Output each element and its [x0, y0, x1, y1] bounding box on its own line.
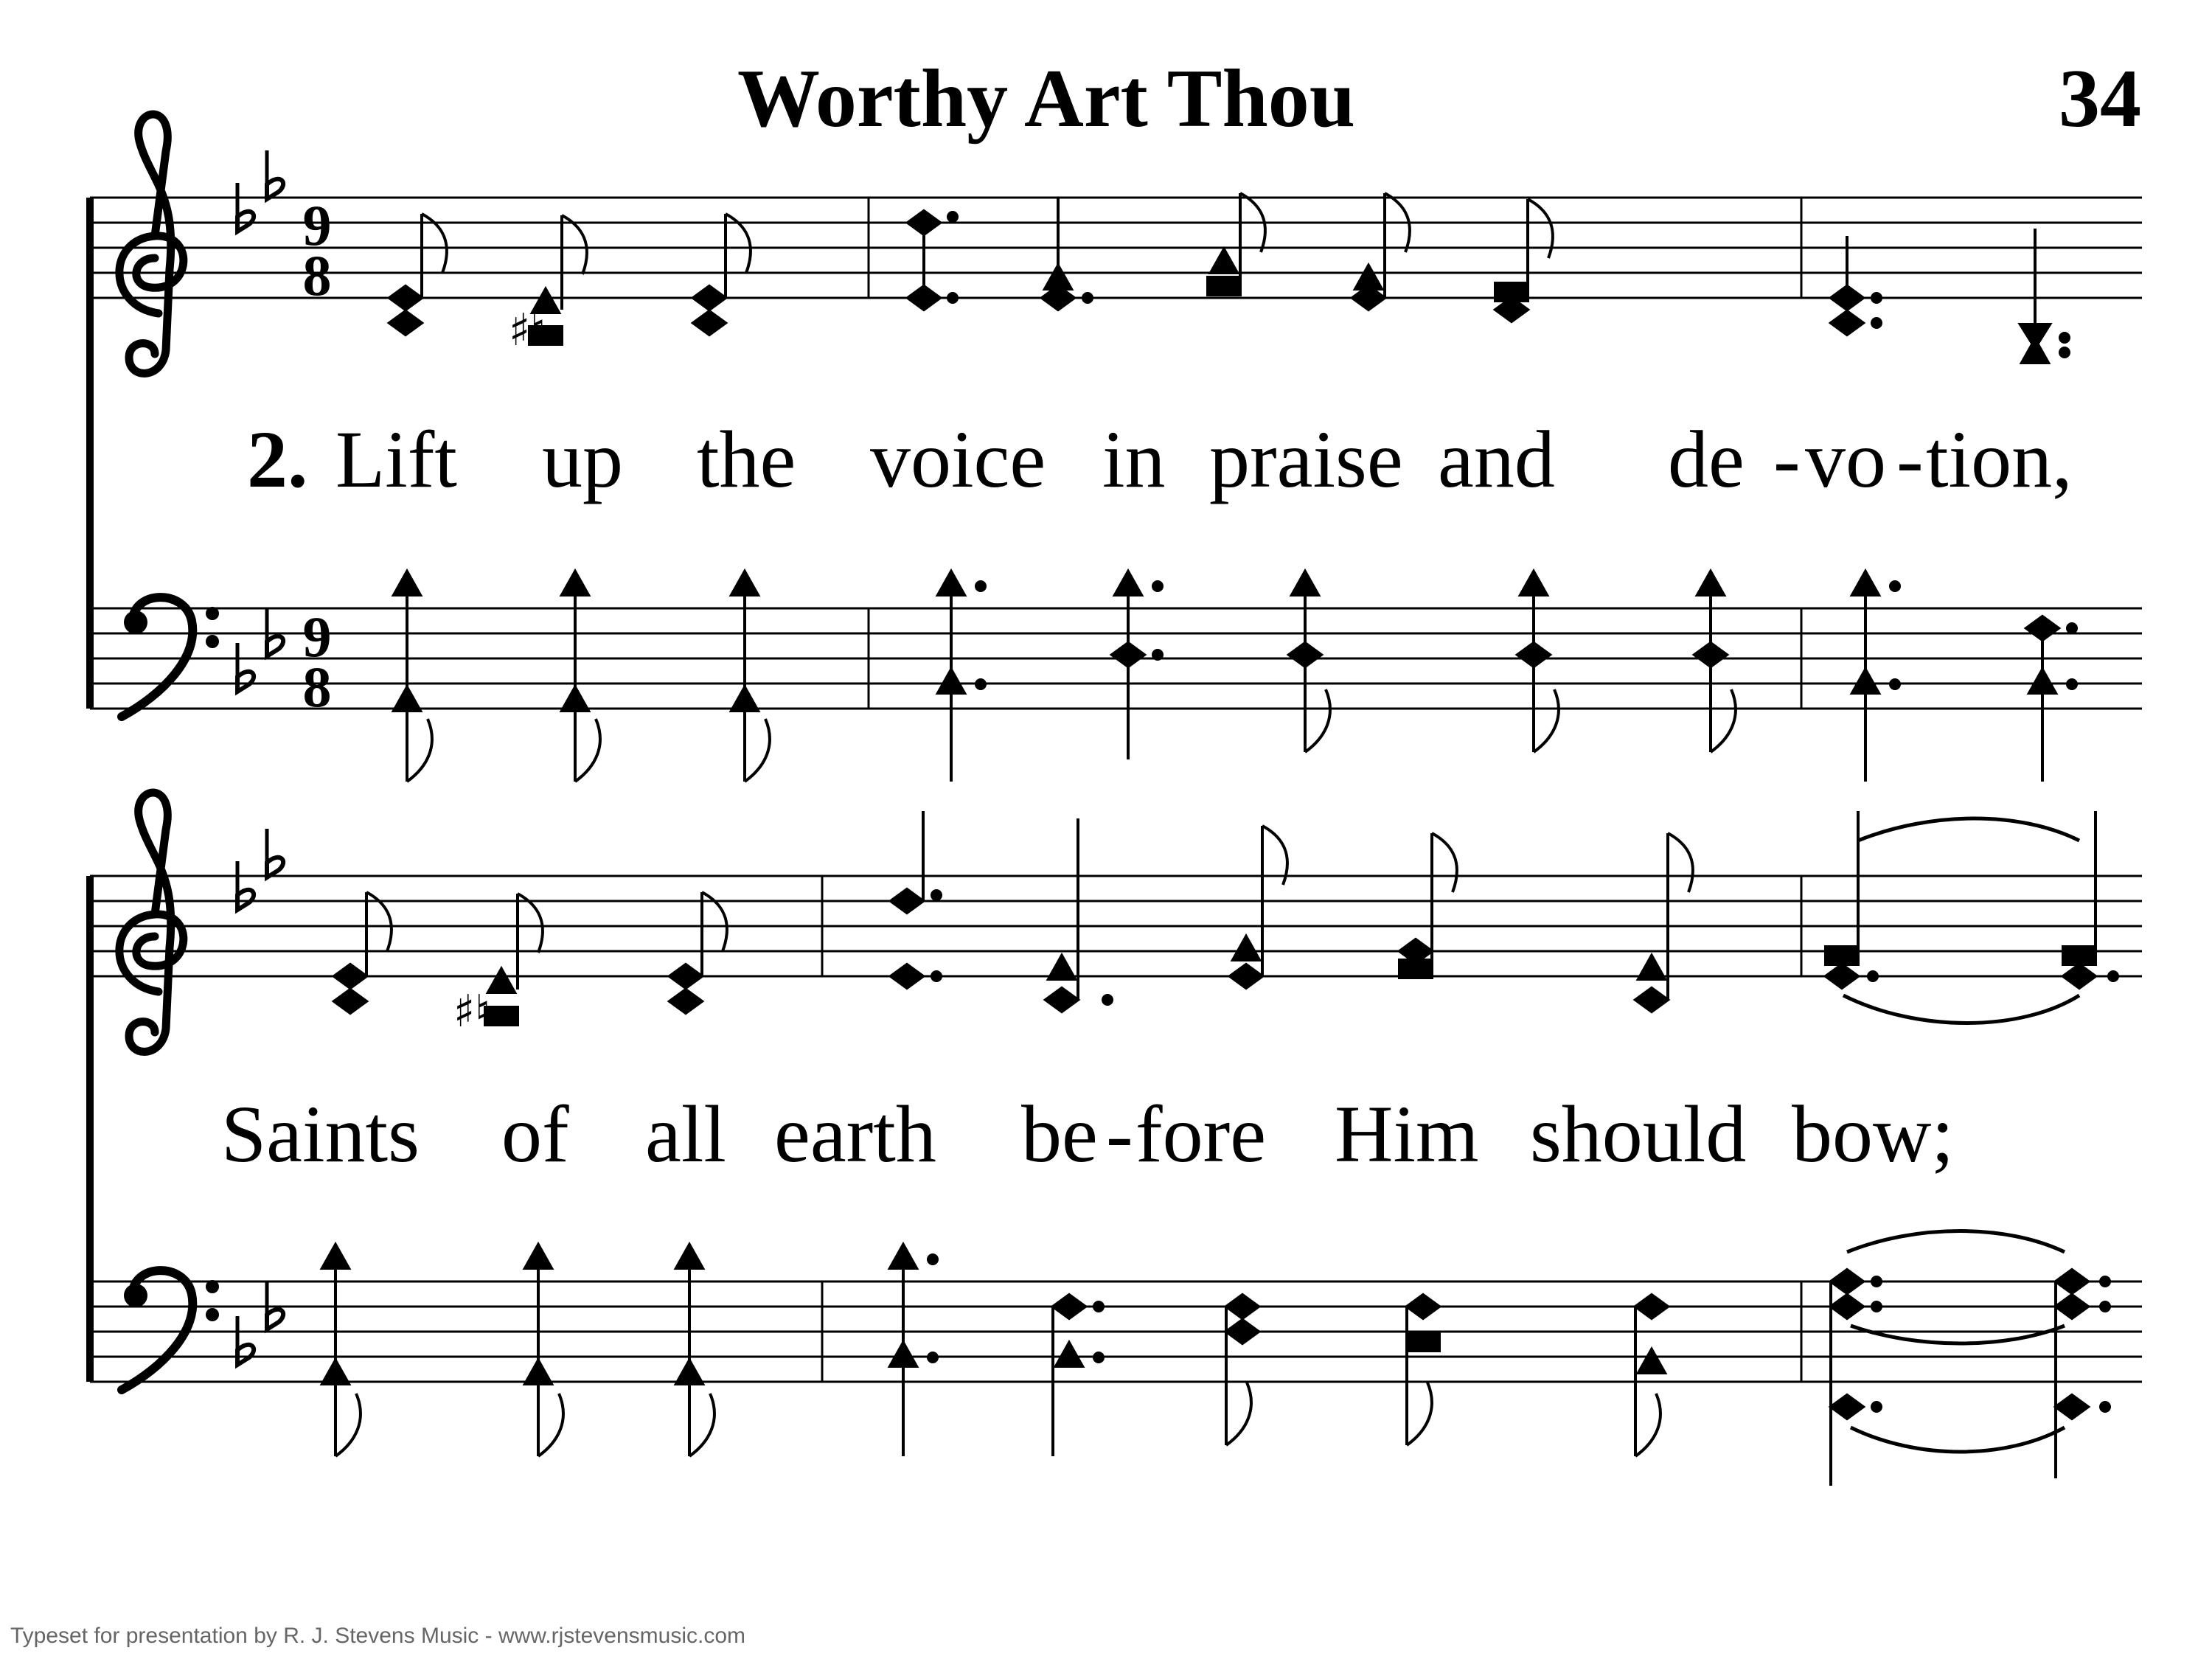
- bass-notes-2: [322, 1231, 2110, 1486]
- lyric-word: Saints: [221, 1089, 420, 1179]
- flat-icon: [267, 1281, 283, 1329]
- verse-number: 2.: [247, 414, 308, 504]
- lyric-word: should: [1530, 1089, 1747, 1179]
- lyric-word: fore: [1135, 1089, 1267, 1179]
- bass-notes-1: [394, 571, 2076, 782]
- lyric-word: de: [1668, 414, 1745, 504]
- song-number: 34: [2059, 53, 2141, 145]
- time-signature-bottom: 8: [302, 655, 332, 719]
- lyric-word: Lift: [335, 414, 457, 504]
- lyric-hyphen: -: [1106, 1089, 1133, 1179]
- flat-icon: [237, 183, 254, 232]
- treble-clef-icon: [119, 114, 184, 373]
- lyric-word: the: [697, 414, 796, 504]
- lyric-word: be: [1021, 1089, 1098, 1179]
- lyric-hyphen: -: [1773, 414, 1801, 504]
- flat-icon: [237, 861, 254, 910]
- flat-icon: [267, 829, 283, 877]
- lyric-word: vo: [1805, 414, 1886, 504]
- treble-clef-icon: [119, 793, 184, 1051]
- lyric-word: in: [1102, 414, 1166, 504]
- time-signature-top: 9: [302, 193, 332, 257]
- flat-icon: [267, 608, 283, 656]
- lyric-word: up: [542, 414, 623, 504]
- treble-notes-2: [334, 811, 2118, 1037]
- lyric-hyphen: -: [1896, 414, 1924, 504]
- bass-staff-2: [90, 1281, 2142, 1382]
- bass-clef-icon: [122, 597, 219, 717]
- lyric-word: of: [501, 1089, 569, 1179]
- treble-notes-1: [389, 193, 2069, 363]
- footer-credit: Typeset for presentation by R. J. Stevens Music - www.rjstevensmusic.com: [10, 1624, 746, 1648]
- lyric-word: voice: [870, 414, 1046, 504]
- svg-text:♯♮: ♯♮: [453, 986, 491, 1037]
- lyric-word: praise: [1209, 414, 1403, 504]
- lyric-word: earth: [774, 1089, 936, 1179]
- time-signature-top: 9: [302, 605, 332, 669]
- lyric-word: bow;: [1792, 1089, 1954, 1179]
- lyric-word: all: [645, 1089, 726, 1179]
- lyric-word: and: [1438, 414, 1555, 504]
- flat-icon: [267, 150, 283, 199]
- svg-text:♯♮: ♯♮: [509, 305, 546, 356]
- song-title: Worthy Art Thou: [737, 53, 1356, 145]
- treble-staff-1: [90, 198, 2142, 298]
- lyric-word: tion,: [1926, 414, 2073, 504]
- time-signature-bottom: 8: [302, 243, 332, 307]
- lyric-word: Him: [1335, 1089, 1479, 1179]
- bass-clef-icon: [122, 1270, 219, 1390]
